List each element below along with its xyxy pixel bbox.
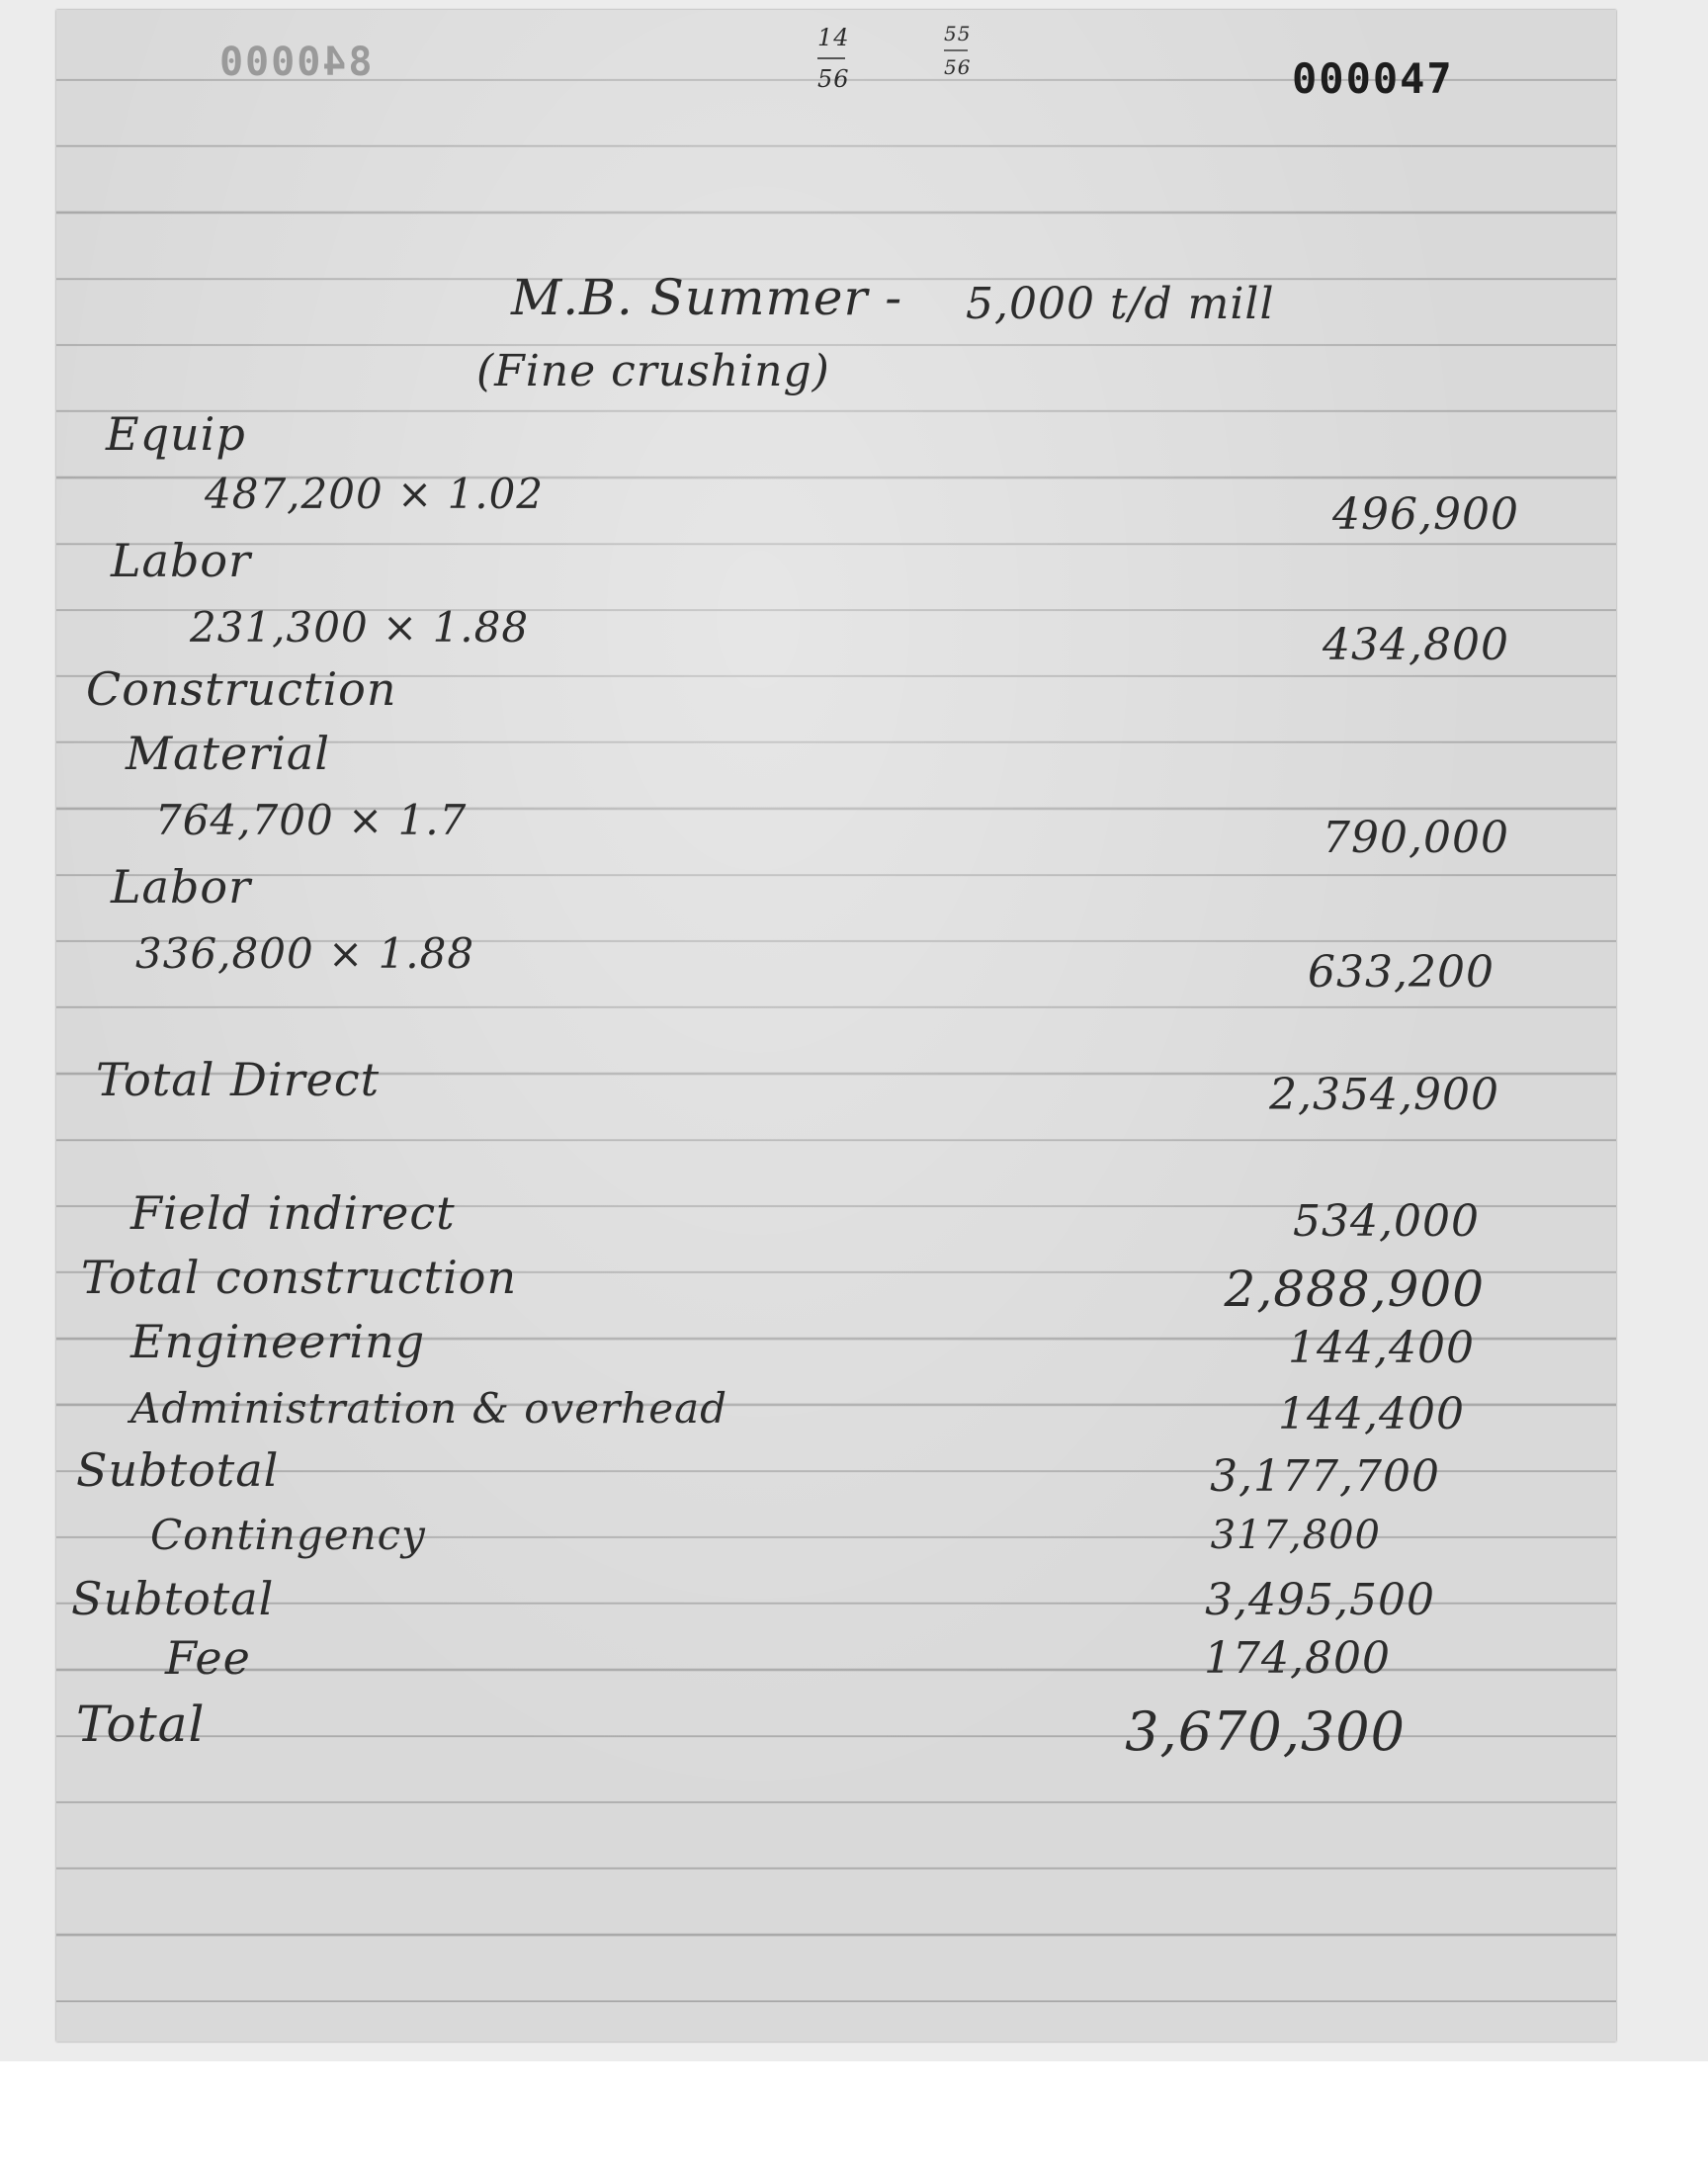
ruled-paper-sheet [56,10,1616,2042]
mill-capacity: 5,000 t/d mill [966,279,1275,329]
amount-field-indirect: 534,000 [1293,1196,1480,1247]
calc-equip: 487,200 × 1.02 [205,470,545,518]
page-note-2-top: 55 [944,22,972,45]
label-administration-overhead: Administration & overhead [130,1384,728,1433]
label-construction-labor: Labor [111,860,252,914]
page-note-bottom: 56 [817,65,850,93]
calc-construction-labor: 336,800 × 1.88 [135,929,475,978]
calc-labor: 231,300 × 1.88 [190,603,530,652]
label-labor: Labor [111,534,252,587]
document-subtitle: (Fine crushing) [476,346,830,396]
label-contingency: Contingency [150,1511,426,1559]
label-subtotal-1: Subtotal [76,1443,280,1497]
label-subtotal-2: Subtotal [71,1572,275,1625]
amount-construction-labor: 633,200 [1308,947,1494,998]
document-title: M.B. Summer - [511,269,903,326]
label-field-indirect: Field indirect [130,1186,456,1240]
amount-engineering: 144,400 [1288,1323,1475,1373]
amount-labor: 434,800 [1323,620,1509,670]
label-total: Total [76,1696,206,1753]
label-construction-material: Material [126,727,331,780]
page-note-rule [817,57,845,59]
amount-total: 3,670,300 [1125,1700,1406,1763]
page-note-2-rule [944,49,968,51]
label-total-direct: Total Direct [96,1053,381,1106]
label-engineering: Engineering [130,1315,426,1368]
amount-total-direct: 2,354,900 [1269,1070,1499,1120]
calc-construction-material: 764,700 × 1.7 [155,796,468,844]
amount-administration-overhead: 144,400 [1278,1389,1465,1439]
amount-construction-material: 790,000 [1323,813,1509,863]
page-note-top: 14 [817,24,850,51]
page-note-2-bottom: 56 [944,55,972,79]
amount-equip: 496,900 [1332,489,1519,540]
amount-subtotal-2: 3,495,500 [1205,1575,1435,1625]
label-equip: Equip [106,407,246,461]
label-total-construction: Total construction [81,1251,518,1304]
label-fee: Fee [165,1631,251,1685]
amount-subtotal-1: 3,177,700 [1210,1451,1440,1502]
bates-number-stamp: 000047 [1292,54,1454,103]
mirrored-bates-stamp: 840000 [217,40,373,85]
amount-total-construction: 2,888,900 [1224,1261,1485,1318]
amount-contingency: 317,800 [1210,1513,1381,1558]
label-construction: Construction [86,662,397,716]
amount-fee: 174,800 [1204,1633,1391,1684]
